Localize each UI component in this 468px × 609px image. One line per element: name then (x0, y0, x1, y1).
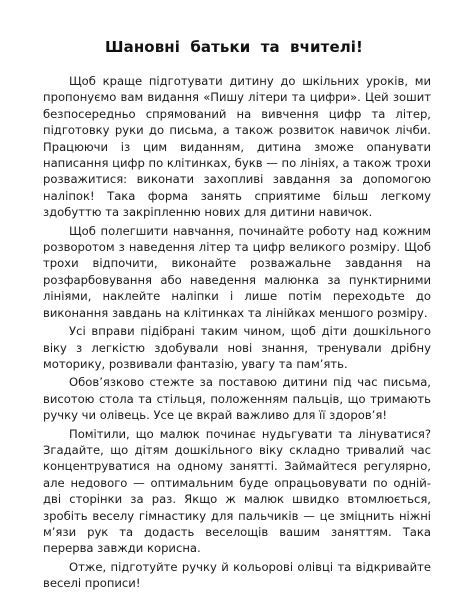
paragraph-intro: Щоб краще підготувати дитину до шкільних уроків, ми пропонуємо вам видання «Пишу літери та цифри». Цей зошит безпосередньо спрямований на вивчення цифр та літер, підготовку руки до письма, а також розвиток навичок лічби. Працюючи із цим виданням, дитина зможе опанувати написання цифр по клітинках, букв — по лініях, а також трохи розважитися: виконати захопливі завдання за допомогою наліпок! Така форма занять сприятиме більш легкому здобуттю та закріпленню нових для дитини навичок. (43, 74, 431, 220)
paragraph-exercises: Усі вправи підібрані таким чином, щоб діти дошкільного віку з легкістю здобували нові знання, тренували дрібну моторику, розвивали фантазію, увагу та пам’ять. (43, 324, 431, 371)
paragraph-posture: Обов’язково стежте за поставою дитини під час письма, висотою стола та стільця, положенням пальців, що тримають ручку чи олівець. Усе це вкрай важливо для її здоров’я! (43, 375, 431, 423)
paragraph-workflow: Щоб полегшити навчання, починайте роботу над кожним розворотом з наведення літер та цифр великого розміру. Щоб трохи відпочити, виконайте розважальне завдання на розфарбовування або наведення малюнка за пунктирними лініями, наклейте наліпки і лише потім переходьте до виконання завдань на клітинках та лінійках меншого розміру. (43, 223, 431, 320)
page-title: Шановні батьки та вчителі! (104, 38, 363, 56)
body-text (43, 73, 431, 594)
paragraph-closing: Отже, підготуйте ручку й кольорові олівці та відкривайте веселі прописи! (43, 559, 431, 591)
paragraph-breaks: Помітили, що малюк починає нудьгувати та лінуватися? Згадайте, що дітям дошкільного віку складно тривалий час концентруватися на одному занятті. Займайтеся регулярно, але недового — оптимальним буде опрацьовувати по одній-дві сторінки за раз. Якщо ж малюк швидко втомлюється, зробіть веселу гімнастику для пальчиків — це зміцнить ніжні м’язи рук та додасть веселощів вашим заняттям. Така перерва завжди корисна. (43, 426, 431, 556)
